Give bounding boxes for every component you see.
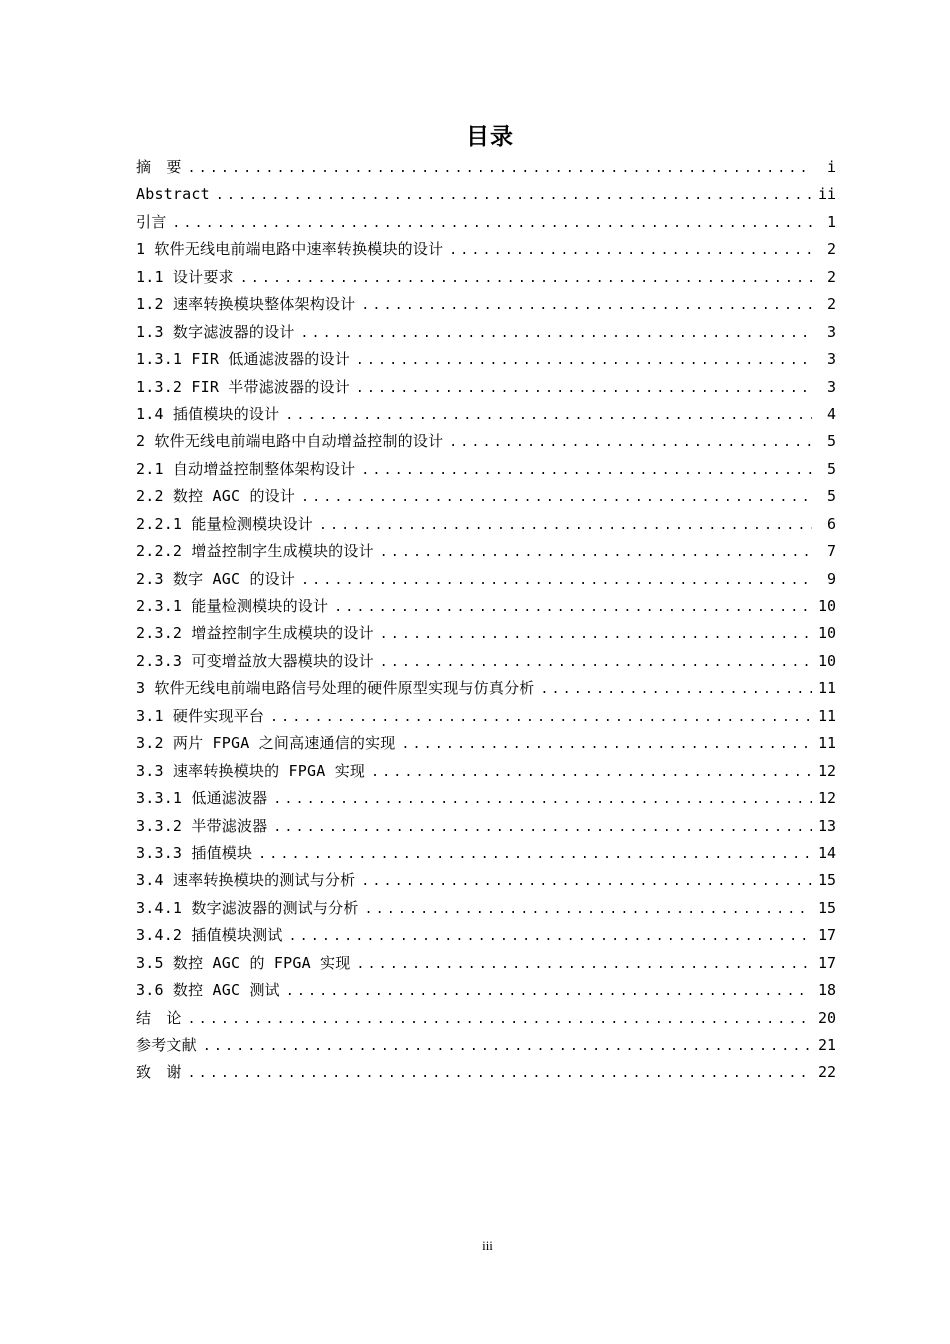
toc-dot-leader: [356, 347, 812, 374]
toc-entry-label: 3 软件无线电前端电路信号处理的硬件原型实现与仿真分析: [136, 679, 535, 698]
toc-entry[interactable]: [136, 922, 836, 949]
toc-entry-label: 引言: [136, 212, 167, 231]
toc-dot-leader: [270, 704, 812, 731]
toc-dot-leader: [301, 567, 812, 594]
toc-entry-label: 致 谢: [136, 1063, 182, 1082]
toc-dot-leader: [188, 1006, 812, 1033]
toc-entry-label: 2.2.1 能量检测模块设计: [136, 514, 313, 533]
toc-dot-leader: [188, 1060, 812, 1087]
toc-entry[interactable]: [136, 1059, 836, 1086]
toc-entry-label: 2.2.2 增益控制字生成模块的设计: [136, 542, 374, 561]
toc-entry[interactable]: [136, 154, 836, 181]
toc-entry-page: 10: [817, 597, 836, 615]
toc-entry-label: 2 软件无线电前端电路中自动增益控制的设计: [136, 432, 444, 451]
toc-entry-page: 12: [817, 789, 836, 808]
toc-dot-leader: [334, 594, 812, 621]
toc-entry-page: 3: [826, 322, 836, 341]
toc-entry-page: 20: [817, 1008, 836, 1027]
toc-entry-page: 5: [826, 459, 836, 478]
toc-entry-label: 3.3.2 半带滤波器: [136, 816, 268, 835]
toc-entry-label: 1.3 数字滤波器的设计: [136, 322, 295, 341]
toc-dot-leader: [273, 814, 812, 841]
toc-entry-page: 7: [826, 542, 836, 561]
toc-entry-label: 参考文献: [136, 1036, 197, 1054]
toc-entry-label: 3.6 数控 AGC 测试: [136, 981, 280, 1000]
toc-entry-label: 1.3.2 FIR 半带滤波器的设计: [136, 377, 350, 396]
toc-entry[interactable]: [136, 511, 836, 538]
toc-entry-page: 15: [817, 871, 836, 890]
toc-entry[interactable]: [136, 236, 836, 263]
toc-entry-page: 12: [817, 761, 836, 780]
toc-entry[interactable]: [136, 785, 836, 812]
toc-entry-label: 1.4 插值模块的设计: [136, 404, 280, 423]
toc-entry-page: 3: [826, 350, 836, 369]
toc-entry[interactable]: [136, 181, 836, 208]
toc-dot-leader: [240, 265, 812, 292]
toc-entry-label: 2.3.1 能量检测模块的设计: [136, 597, 329, 615]
toc-entry[interactable]: [136, 758, 836, 785]
toc-entry-page: 15: [817, 898, 836, 917]
toc-dot-leader: [540, 676, 811, 703]
toc-entry-page: 2: [826, 240, 836, 259]
toc-entry[interactable]: [136, 648, 836, 675]
toc-dot-leader: [449, 237, 812, 264]
toc-dot-leader: [286, 978, 812, 1005]
toc-entry-label: 结 论: [136, 1008, 182, 1027]
page-number: iii: [482, 1238, 493, 1253]
toc-dot-leader: [172, 210, 812, 237]
toc-entry-label: 1.3.1 FIR 低通滤波器的设计: [136, 350, 350, 369]
toc-dot-leader: [289, 923, 812, 950]
toc-entry[interactable]: [136, 813, 836, 840]
toc-entry-page: 5: [826, 487, 836, 506]
toc-entry-label: 3.4.1 数字滤波器的测试与分析: [136, 898, 359, 917]
toc-entry-page: ii: [817, 185, 836, 204]
toc-entry-page: 1: [826, 212, 836, 231]
toc-dot-leader: [319, 512, 812, 539]
toc-entry-label: 3.3 速率转换模块的 FPGA 实现: [136, 761, 366, 780]
toc-dot-leader: [273, 786, 812, 813]
toc-entry[interactable]: [136, 1032, 836, 1059]
table-of-contents: [136, 154, 836, 1087]
toc-dot-leader: [301, 484, 812, 511]
toc-entry-label: 2.3.3 可变增益放大器模块的设计: [136, 651, 374, 670]
toc-entry[interactable]: [136, 675, 836, 702]
toc-entry-label: 摘 要: [136, 158, 182, 176]
toc-entry-page: 18: [817, 981, 836, 1000]
toc-entry-label: 2.2 数控 AGC 的设计: [136, 487, 296, 506]
toc-dot-leader: [285, 402, 812, 429]
toc-dot-leader: [361, 457, 812, 484]
toc-entry[interactable]: [136, 209, 836, 236]
toc-entry[interactable]: [136, 374, 836, 401]
toc-entry-page: 5: [826, 432, 836, 451]
toc-entry-page: 22: [817, 1063, 836, 1082]
toc-dot-leader: [356, 375, 812, 402]
toc-entry[interactable]: [136, 730, 836, 757]
toc-entry-label: 3.3.1 低通滤波器: [136, 789, 268, 808]
toc-entry-page: 11: [817, 706, 836, 725]
toc-entry-label: 3.4 速率转换模块的测试与分析: [136, 871, 356, 890]
toc-dot-leader: [216, 182, 812, 209]
toc-entry-label: 3.4.2 插值模块测试: [136, 926, 283, 945]
toc-entry[interactable]: [136, 1005, 836, 1032]
toc-dot-leader: [301, 320, 812, 347]
toc-entry-label: 1.2 速率转换模块整体架构设计: [136, 295, 356, 314]
toc-entry[interactable]: [136, 319, 836, 346]
toc-entry[interactable]: [136, 840, 836, 867]
toc-entry-page: 10: [817, 624, 836, 643]
toc-entry[interactable]: [136, 566, 836, 593]
page-title: 目录: [466, 124, 514, 150]
toc-entry-page: 10: [817, 651, 836, 670]
toc-dot-leader: [356, 951, 811, 978]
toc-dot-leader: [361, 868, 812, 895]
toc-entry-label: 3.5 数控 AGC 的 FPGA 实现: [136, 953, 351, 972]
toc-dot-leader: [188, 155, 812, 182]
toc-dot-leader: [402, 731, 812, 758]
toc-entry[interactable]: [136, 867, 836, 894]
toc-entry-page: 11: [817, 734, 836, 753]
toc-entry[interactable]: [136, 291, 836, 318]
toc-entry[interactable]: [136, 346, 836, 373]
toc-dot-leader: [365, 896, 812, 923]
toc-entry-page: 17: [817, 953, 836, 972]
toc-entry-label: 3.2 两片 FPGA 之间高速通信的实现: [136, 734, 396, 753]
toc-entry-label: 2.3.2 增益控制字生成模块的设计: [136, 624, 374, 643]
toc-entry-page: i: [826, 158, 836, 176]
toc-dot-leader: [203, 1033, 812, 1060]
toc-entry-page: 3: [826, 377, 836, 396]
toc-entry-page: 4: [826, 404, 836, 423]
toc-entry-page: 21: [817, 1036, 836, 1054]
toc-entry[interactable]: [136, 401, 836, 428]
toc-entry[interactable]: [136, 428, 836, 455]
toc-entry[interactable]: [136, 593, 836, 620]
toc-dot-leader: [371, 759, 812, 786]
toc-entry-label: 1 软件无线电前端电路中速率转换模块的设计: [136, 240, 444, 259]
toc-dot-leader: [380, 649, 812, 676]
toc-entry[interactable]: [136, 895, 836, 922]
toc-entry[interactable]: [136, 703, 836, 730]
toc-dot-leader: [361, 292, 812, 319]
toc-dot-leader: [258, 841, 812, 868]
toc-entry-label: 2.3 数字 AGC 的设计: [136, 569, 296, 588]
toc-entry-page: 2: [826, 295, 836, 314]
toc-entry[interactable]: [136, 538, 836, 565]
toc-entry-label: Abstract: [136, 185, 210, 204]
toc-entry[interactable]: [136, 264, 836, 291]
toc-entry[interactable]: [136, 620, 836, 647]
toc-entry-page: 11: [817, 679, 836, 698]
toc-dot-leader: [380, 539, 812, 566]
toc-entry-page: 2: [826, 267, 836, 286]
toc-entry[interactable]: [136, 950, 836, 977]
toc-entry-label: 1.1 设计要求: [136, 267, 234, 286]
toc-dot-leader: [380, 621, 812, 648]
toc-entry-page: 9: [826, 569, 836, 588]
toc-entry-label: 2.1 自动增益控制整体架构设计: [136, 459, 356, 478]
toc-entry-page: 17: [817, 926, 836, 945]
toc-entry[interactable]: [136, 977, 836, 1004]
toc-entry-label: 3.3.3 插值模块: [136, 843, 253, 862]
toc-entry-page: 13: [817, 816, 836, 835]
toc-entry[interactable]: [136, 483, 836, 510]
toc-dot-leader: [449, 429, 812, 456]
toc-entry-page: 14: [817, 843, 836, 862]
toc-entry[interactable]: [136, 456, 836, 483]
toc-entry-label: 3.1 硬件实现平台: [136, 706, 265, 725]
toc-entry-page: 6: [826, 514, 836, 533]
